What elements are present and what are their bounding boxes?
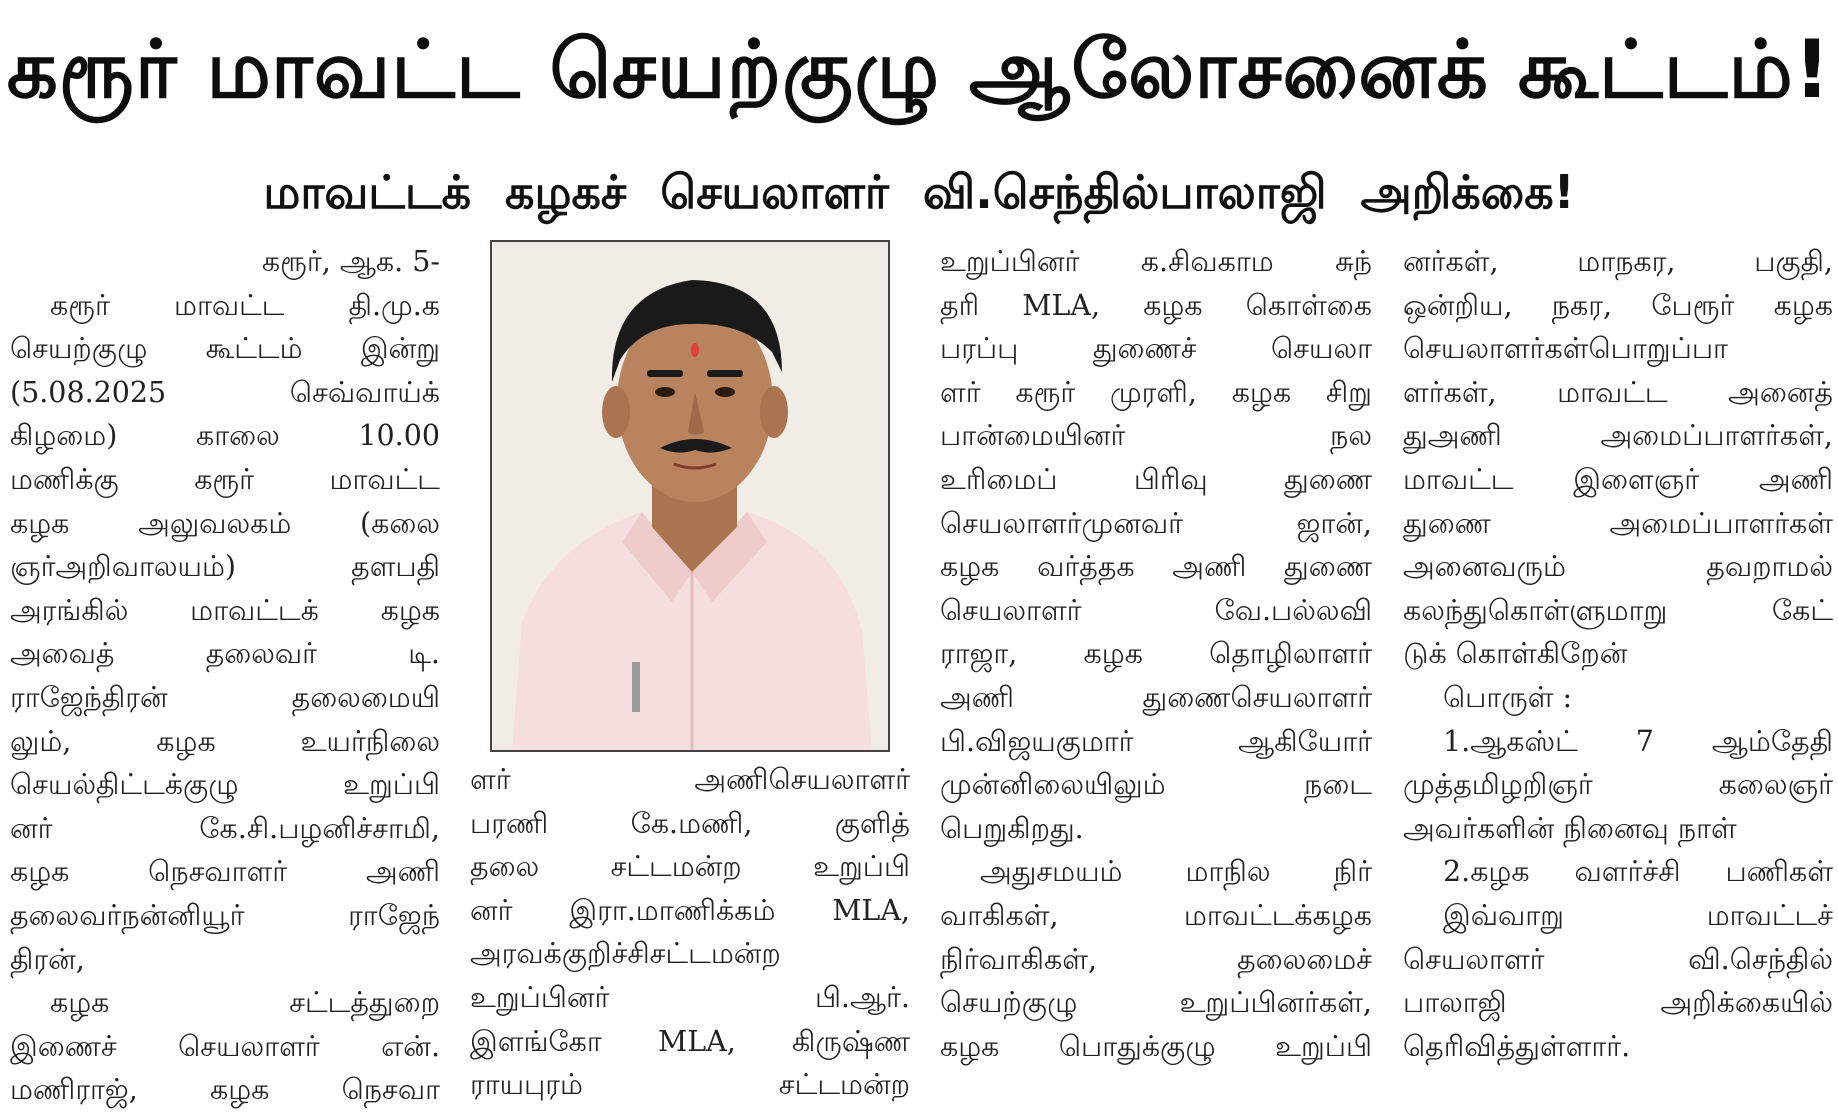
article-line: அணி துணைசெயலாளர்	[940, 680, 1372, 714]
article-line: அவர்களின் நினைவு நாள்	[1403, 811, 1737, 845]
article-line: பி.விஜயகுமார் ஆகியோர்	[940, 724, 1372, 758]
article-line: ராஜேந்திரன் தலைமையி	[10, 680, 440, 714]
article-line: இவ்வாறு மாவட்டச்	[1443, 898, 1833, 932]
article-line: ஒன்றிய, நகர, பேரூர் கழக	[1403, 288, 1833, 322]
article-line: செயல்திட்டக்குழு உறுப்பி	[10, 768, 440, 802]
article-line: தலைவர்நன்னியூர் ராஜேந்	[10, 898, 440, 932]
article-line: லும், கழக உயர்நிலை	[10, 724, 440, 758]
article-column-3	[940, 240, 1372, 1068]
article-line: பாலாஜி அறிக்கையில்	[1403, 986, 1833, 1020]
article-line: (5.08.2025 செவ்வாய்க்	[10, 375, 440, 409]
article-line: செயலாளர்முனவர் ஜான்,	[940, 506, 1372, 540]
article-line: ளர் கரூர் முரளி, கழக சிறு	[940, 375, 1372, 409]
article-line: உரிமைப் பிரிவு துணை	[940, 462, 1372, 496]
article-line: உறுப்பினர் பி.ஆர்.	[470, 980, 910, 1014]
subheadline: மாவட்டக் கழகச் செயலாளர் வி.செந்தில்பாலாஜி அறிக்கை!	[263, 164, 1575, 219]
article-line: மணிக்கு கரூர் மாவட்ட	[10, 462, 440, 496]
article-line: உறுப்பினர் க.சிவகாம சுந்	[940, 245, 1372, 278]
article-line: தலை சட்டமன்ற உறுப்பி	[470, 850, 910, 884]
article-line: அதுசமயம் மாநில நிர்	[980, 855, 1372, 889]
article-line: செயற்குழு கூட்டம் இன்று	[10, 332, 440, 366]
article-line: டுக் கொள்கிறேன்	[1403, 637, 1628, 671]
article-line: னர் கே.சி.பழனிச்சாமி,	[10, 811, 440, 845]
article-line: செயலாளர்கள்பொறுப்பா	[1403, 332, 1728, 366]
article-line: செயலாளர் வி.செந்தில்	[1403, 942, 1833, 976]
article-line: கழக சட்டத்துறை	[50, 986, 440, 1020]
article-line: முத்தமிழறிஞர் கலைஞர்	[1403, 768, 1833, 802]
article-line: கழக நெசவாளர் அணி	[10, 855, 440, 889]
article-line: தெரிவித்துள்ளார்.	[1403, 1029, 1631, 1063]
article-line: கழக வர்த்தக அணி துணை	[940, 550, 1372, 584]
article-line: ராஜா, கழக தொழிலாளர்	[940, 637, 1372, 671]
article-line: துணை அமைப்பாளர்கள்	[1403, 506, 1833, 540]
portrait-illustration	[492, 242, 888, 750]
article-line: மாவட்ட இளைஞர் அணி	[1403, 462, 1833, 496]
article-line: 2.கழக வளர்ச்சி பணிகள்	[1443, 855, 1833, 889]
article-line: பரப்பு துணைச் செயலா	[940, 332, 1372, 366]
article-line: னர்கள், மாநகர, பகுதி,	[1403, 245, 1833, 278]
article-column-1	[10, 240, 440, 1112]
headline: கரூர் மாவட்ட செயற்குழு ஆலோசனைக் கூட்டம்!	[6, 23, 1832, 116]
article-line: நிர்வாகிகள், தலைமைச்	[940, 942, 1372, 976]
article-line: துஅணி அமைப்பாளர்கள்,	[1403, 419, 1833, 453]
article-line: திரன்,	[10, 942, 85, 976]
article-line: ராயபுரம் சட்டமன்ற	[470, 1068, 910, 1102]
article-line: செயலாளர் வே.பல்லவி	[940, 593, 1372, 627]
article-line: கிழமை) காலை 10.00	[10, 419, 440, 453]
article-line: இளங்கோ MLA, கிருஷ்ண	[470, 1024, 910, 1058]
article-line: அனைவரும் தவறாமல்	[1403, 550, 1833, 584]
article-line: அரவக்குறிச்சிசட்டமன்ற	[470, 937, 781, 971]
article-line: முன்னிலையிலும் நடை	[940, 768, 1372, 802]
article-line: கரூர் மாவட்ட தி.மு.க	[50, 288, 440, 322]
portrait-photo	[490, 240, 890, 752]
article-line: னர் இரா.மாணிக்கம் MLA,	[470, 893, 910, 927]
article-line: மணிராஜ், கழக நெசவா	[10, 1073, 440, 1107]
article-line: அவைத் தலைவர் டி.	[10, 637, 440, 671]
article-line: கரூர், ஆக. 5-	[261, 245, 440, 278]
article-line: வாகிகள், மாவட்டக்கழக	[940, 898, 1372, 932]
article-line: பான்மையினர் நல	[940, 419, 1372, 453]
article-line: ளர் அணிசெயலாளர்	[470, 763, 910, 796]
article-line: கழக பொதுக்குழு உறுப்பி	[940, 1029, 1372, 1063]
article-column-2	[470, 758, 910, 1107]
article-line: பொருள் :	[1443, 680, 1573, 714]
article-line: இணைச் செயலாளர் என்.	[10, 1029, 440, 1063]
article-line: ஞர்அறிவாலயம்) தளபதி	[10, 550, 440, 584]
article-line: ளர்கள், மாவட்ட அனைத்	[1403, 375, 1833, 409]
article-line: கழக அலுவலகம் (கலை	[10, 506, 440, 540]
article-line: அரங்கில் மாவட்டக் கழக	[10, 593, 440, 627]
article-line: தரி MLA, கழக கொள்கை	[940, 288, 1372, 322]
article-line: செயற்குழு உறுப்பினர்கள்,	[940, 986, 1372, 1020]
article-line: பெறுகிறது.	[940, 811, 1084, 845]
article-line: கலந்துகொள்ளுமாறு கேட்	[1403, 593, 1833, 627]
article-line: 1.ஆகஸ்ட் 7 ஆம்தேதி	[1443, 724, 1833, 758]
article-column-4	[1403, 240, 1833, 1068]
article-line: பரணி கே.மணி, குளித்	[470, 806, 910, 840]
